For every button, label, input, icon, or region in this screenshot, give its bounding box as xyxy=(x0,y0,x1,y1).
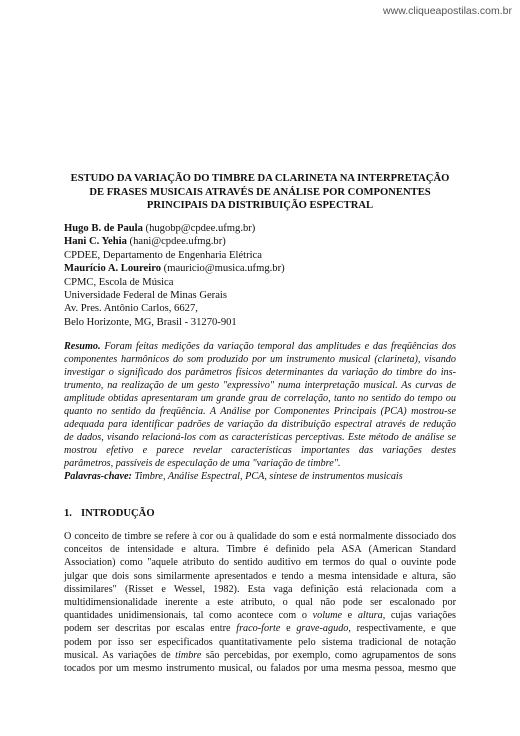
section-heading xyxy=(64,508,155,519)
address-line: Av. Pres. Antônio Carlos, 6627, xyxy=(64,303,198,315)
address-line: CPMC, Escola de Música xyxy=(64,276,174,288)
body-line: tocados por um mesmo instrumento musical, ou falados por uma mesma pessoa, mesmo que xyxy=(64,662,456,674)
address-line: Belo Horizonte, MG, Brasil - 31270-901 xyxy=(64,316,237,328)
keywords-text: Timbre, Análise Espectral, PCA, síntese de instrumentos musicais xyxy=(134,471,403,482)
author-line-2 xyxy=(64,235,285,248)
author-block xyxy=(64,222,285,329)
body-line: julgar que dois sons similarmente apresentados e tendo a mesma intensidade e altura, são xyxy=(64,570,456,582)
author-email: (hani@cpdee.ufmg.br) xyxy=(129,236,226,248)
affiliation-line: CPDEE, Departamento de Engenharia Elétrica xyxy=(64,249,262,261)
abstract-line: amplitude obtidas apresentaram um grande grau de correlação, tanto no sentido do tempo ou xyxy=(64,393,456,404)
body-line: Association) como "aquele atributo do sentido auditivo em termos do qual o ouvinte pode xyxy=(64,557,456,569)
title-line-2: DE FRASES MUSICAIS ATRAVÉS DE ANÁLISE POR COMPONENTES xyxy=(89,186,431,198)
abstract-line: mostrou efetivo e parece revelar características importantes das variações destes xyxy=(64,445,456,456)
address-line: Universidade Federal de Minas Gerais xyxy=(64,290,227,302)
watermark: www.cliqueapostilas.com.br xyxy=(383,5,512,17)
title-line-1: ESTUDO DA VARIAÇÃO DO TIMBRE DA CLARINETA NA INTERPRETAÇÃO xyxy=(70,173,450,184)
body-line: dissimilares" (Risset e Wessel, 1982). Esta vaga definição está relacionada com a xyxy=(64,583,456,595)
body-text xyxy=(64,530,456,675)
author-line-1 xyxy=(64,222,285,235)
author-name: Hugo B. de Paula xyxy=(64,223,143,234)
abstract-line: investigar o significado dos parâmetros físicos determinantes da variação do timbre do ins- xyxy=(64,367,456,378)
abstract-line: Resumo. Foram feitas medições da variação temporal das amplitudes e das freqüências dos xyxy=(64,341,456,352)
section-title: INTRODUÇÃO xyxy=(81,508,155,519)
abstract-line: de dados, visando relacioná-los com as características perceptivas. Este método de análise se xyxy=(64,432,456,443)
author-email: (mauricio@musica.ufmg.br) xyxy=(163,263,285,275)
body-line: multidimensionalidade inerente a este atributo, o qual não pode ser escalonado por xyxy=(64,596,456,608)
abstract-label: Resumo. xyxy=(64,341,101,352)
body-line: conceitos de intensidade e altura. Timbre é definido pela ASA (American Standard xyxy=(64,544,456,556)
author-email: (hugobp@cpdee.ufmg.br) xyxy=(145,223,256,234)
abstract-line: componentes harmônicos do som produzido por um instrumento musical (clarineta), visando xyxy=(64,354,456,365)
abstract xyxy=(64,340,456,470)
body-line: O conceito de timbre se refere à cor ou à qualidade do som e está normalmente dissociado dos xyxy=(64,531,456,542)
section-number: 1. xyxy=(64,508,72,519)
abstract-line: parâmetros, passíveis de especulação de uma "variação de timbre". xyxy=(64,458,341,469)
paper-title xyxy=(60,172,460,213)
body-line: quantidades unidimensionais, tal como acontece com o volume e altura, cujas variações xyxy=(64,610,456,622)
body-line: podem ser descritas por escalas entre fraco-forte e grave-agudo, respectivamente, e que xyxy=(64,623,457,635)
keywords xyxy=(64,471,403,482)
keywords-label: Palavras-chave: xyxy=(64,471,132,482)
author-name: Hani C. Yehia xyxy=(64,236,127,248)
author-line-3 xyxy=(64,262,285,275)
title-line-3: PRINCIPAIS DA DISTRIBUIÇÃO ESPECTRAL xyxy=(146,200,374,211)
abstract-line: trumento, na realização de um gesto "expressivo" numa interpretação musical. As curvas de xyxy=(64,380,456,391)
author-name: Maurício A. Loureiro xyxy=(64,263,162,275)
abstract-line: quanto no sentido da freqüência. A Análise por Componentes Principais (PCA) mostrou-se xyxy=(64,406,456,417)
body-line: musical. As variações de timbre são percebidas, por exemplo, como agrupamentos de sons xyxy=(64,649,456,661)
body-line: podem por isso ser especificados quantitativamente pelo sistema tradicional de notação xyxy=(64,636,456,648)
abstract-line: adequada para identificar padrões de variação da distribuição espectral através de redução xyxy=(64,419,456,430)
